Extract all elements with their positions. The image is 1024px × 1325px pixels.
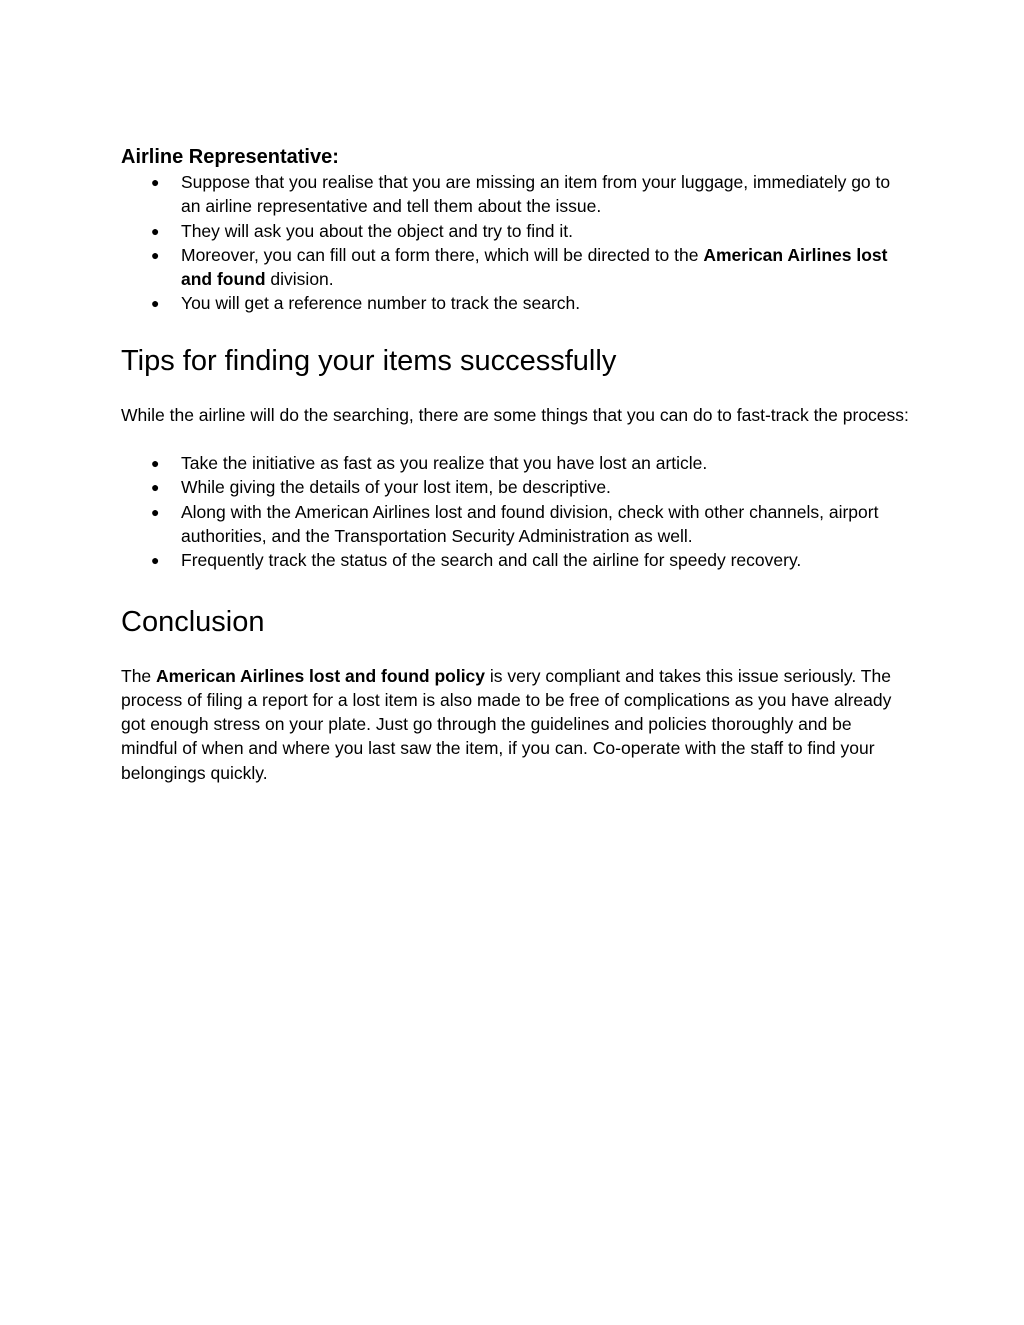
list-item-text: They will ask you about the object and try to find it.	[181, 220, 574, 241]
bullet-icon: ●	[151, 503, 160, 520]
conclusion-paragraph	[121, 664, 911, 785]
bullet-icon: ●	[151, 455, 160, 472]
bullet-icon: ●	[151, 222, 160, 239]
airline-representative-list	[121, 170, 911, 316]
list-item	[121, 170, 911, 219]
tips-heading: Tips for finding your items successfully	[121, 344, 617, 377]
document-content	[121, 144, 911, 785]
list-item	[121, 451, 911, 475]
tips-list	[121, 451, 911, 572]
list-item-text: Take the initiative as fast as you realize that you have lost an article.	[181, 453, 708, 474]
list-item-text: While giving the details of your lost item, be descriptive.	[181, 477, 611, 498]
list-item-text: You will get a reference number to track the search.	[181, 293, 581, 314]
list-item	[121, 548, 911, 572]
list-item-text: Frequently track the status of the search and call the airline for speedy recovery.	[181, 550, 802, 571]
list-item-text: Suppose that you realise that you are missing an item from your luggage, immediately go to an airline representative and tell them about the issue.	[181, 172, 891, 217]
list-item	[121, 243, 911, 292]
list-item-text: Along with the American Airlines lost and found division, check with other channels, airport authorities, and the Transportation Security Administration as well.	[181, 501, 879, 546]
list-item-bold-text: American Airlines lost and found	[181, 244, 888, 290]
bullet-icon: ●	[151, 246, 160, 263]
conclusion-text: is very compliant and takes this issue seriously. The process of filing a report for a lost item is also made to be free of complications as you have already got enough stress on your plate. Just go through the guidelines and policies thoroughly and be mindful of when and where you last saw the item, if you can. Co-operate with the staff to find your belongings quickly.	[121, 665, 892, 783]
tips-intro: While the airline will do the searching, there are some things that you can do to fast-track the process:	[121, 404, 909, 425]
conclusion-bold-text: American Airlines lost and found policy	[156, 665, 486, 686]
bullet-icon: ●	[151, 295, 160, 312]
list-item-text: Moreover, you can fill out a form there, which will be directed to the	[181, 244, 704, 265]
list-item	[121, 475, 911, 499]
conclusion-text: The	[121, 665, 157, 686]
conclusion-heading: Conclusion	[121, 605, 265, 638]
list-item	[121, 291, 911, 315]
list-item	[121, 219, 911, 243]
bullet-icon: ●	[151, 174, 160, 190]
airline-representative-heading: Airline Representative:	[121, 146, 339, 168]
bullet-icon: ●	[151, 479, 160, 496]
list-item	[121, 500, 911, 549]
list-item-text: division.	[265, 269, 334, 290]
bullet-icon: ●	[151, 552, 160, 569]
